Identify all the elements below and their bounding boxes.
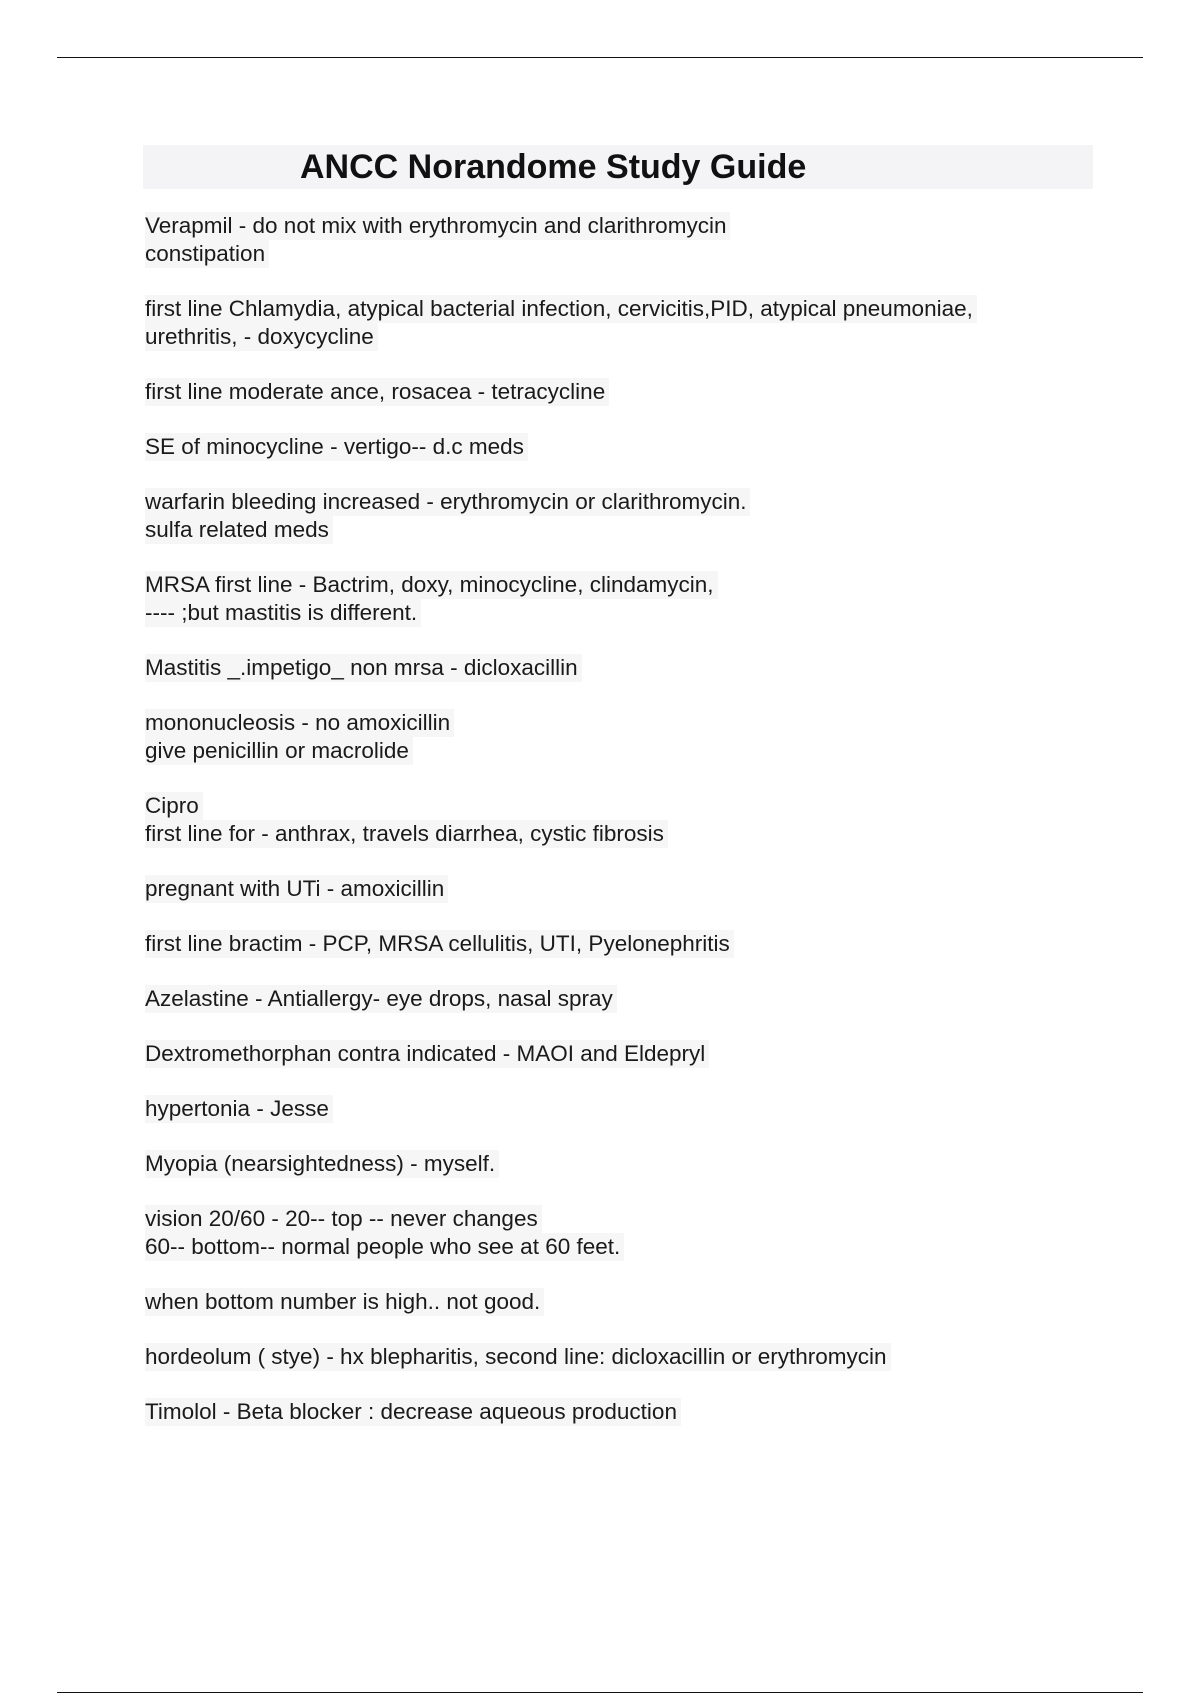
note-line: 60-- bottom-- normal people who see at 60 feet. — [145, 1233, 624, 1261]
note-line: warfarin bleeding increased - erythromycin or clarithromycin. — [145, 488, 750, 516]
note-line: Dextromethorphan contra indicated - MAOI and Eldepryl — [145, 1040, 709, 1068]
note-item — [145, 212, 1085, 268]
note-item — [145, 875, 1085, 903]
note-line: hordeolum ( stye) - hx blepharitis, second line: dicloxacillin or erythromycin — [145, 1343, 891, 1371]
note-item — [145, 433, 1085, 461]
note-line: when bottom number is high.. not good. — [145, 1288, 544, 1316]
note-item — [145, 930, 1085, 958]
note-line: first line bractim - PCP, MRSA cellulitis, UTI, Pyelonephritis — [145, 930, 734, 958]
note-line: mononucleosis - no amoxicillin — [145, 709, 454, 737]
note-item — [145, 654, 1085, 682]
note-line: Azelastine - Antiallergy- eye drops, nasal spray — [145, 985, 617, 1013]
note-item — [145, 295, 1085, 351]
note-item — [145, 1343, 1085, 1371]
header-rule — [57, 57, 1143, 58]
note-line: hypertonia - Jesse — [145, 1095, 333, 1123]
note-line: Myopia (nearsightedness) - myself. — [145, 1150, 499, 1178]
note-item — [145, 1150, 1085, 1178]
note-line: first line for - anthrax, travels diarrhea, cystic fibrosis — [145, 820, 668, 848]
note-item — [145, 709, 1085, 765]
note-line: constipation — [145, 240, 269, 268]
note-item — [145, 378, 1085, 406]
note-item — [145, 1040, 1085, 1068]
note-item — [145, 488, 1085, 544]
note-item — [145, 792, 1085, 848]
note-line: Timolol - Beta blocker : decrease aqueous production — [145, 1398, 681, 1426]
note-line: Verapmil - do not mix with erythromycin and clarithromycin — [145, 212, 730, 240]
note-item — [145, 1205, 1085, 1261]
note-item — [145, 1095, 1085, 1123]
document-title: ANCC Norandome Study Guide — [300, 148, 807, 186]
note-line: vision 20/60 - 20-- top -- never changes — [145, 1205, 542, 1233]
note-line: Mastitis _.impetigo_ non mrsa - dicloxacillin — [145, 654, 582, 682]
footer-rule — [57, 1692, 1143, 1693]
note-line: SE of minocycline - vertigo-- d.c meds — [145, 433, 528, 461]
note-line: pregnant with UTi - amoxicillin — [145, 875, 448, 903]
note-line: ---- ;but mastitis is different. — [145, 599, 421, 627]
note-line: give penicillin or macrolide — [145, 737, 413, 765]
note-line: urethritis, - doxycycline — [145, 323, 378, 351]
notes-list — [145, 212, 1085, 1453]
note-line: first line Chlamydia, atypical bacterial infection, cervicitis,PID, atypical pneumoniae, — [145, 295, 977, 323]
note-line: Cipro — [145, 792, 203, 820]
note-item — [145, 571, 1085, 627]
note-line: sulfa related meds — [145, 516, 333, 544]
note-line: MRSA first line - Bactrim, doxy, minocycline, clindamycin, — [145, 571, 718, 599]
note-line: first line moderate ance, rosacea - tetracycline — [145, 378, 609, 406]
note-item — [145, 985, 1085, 1013]
note-item — [145, 1398, 1085, 1426]
note-item — [145, 1288, 1085, 1316]
